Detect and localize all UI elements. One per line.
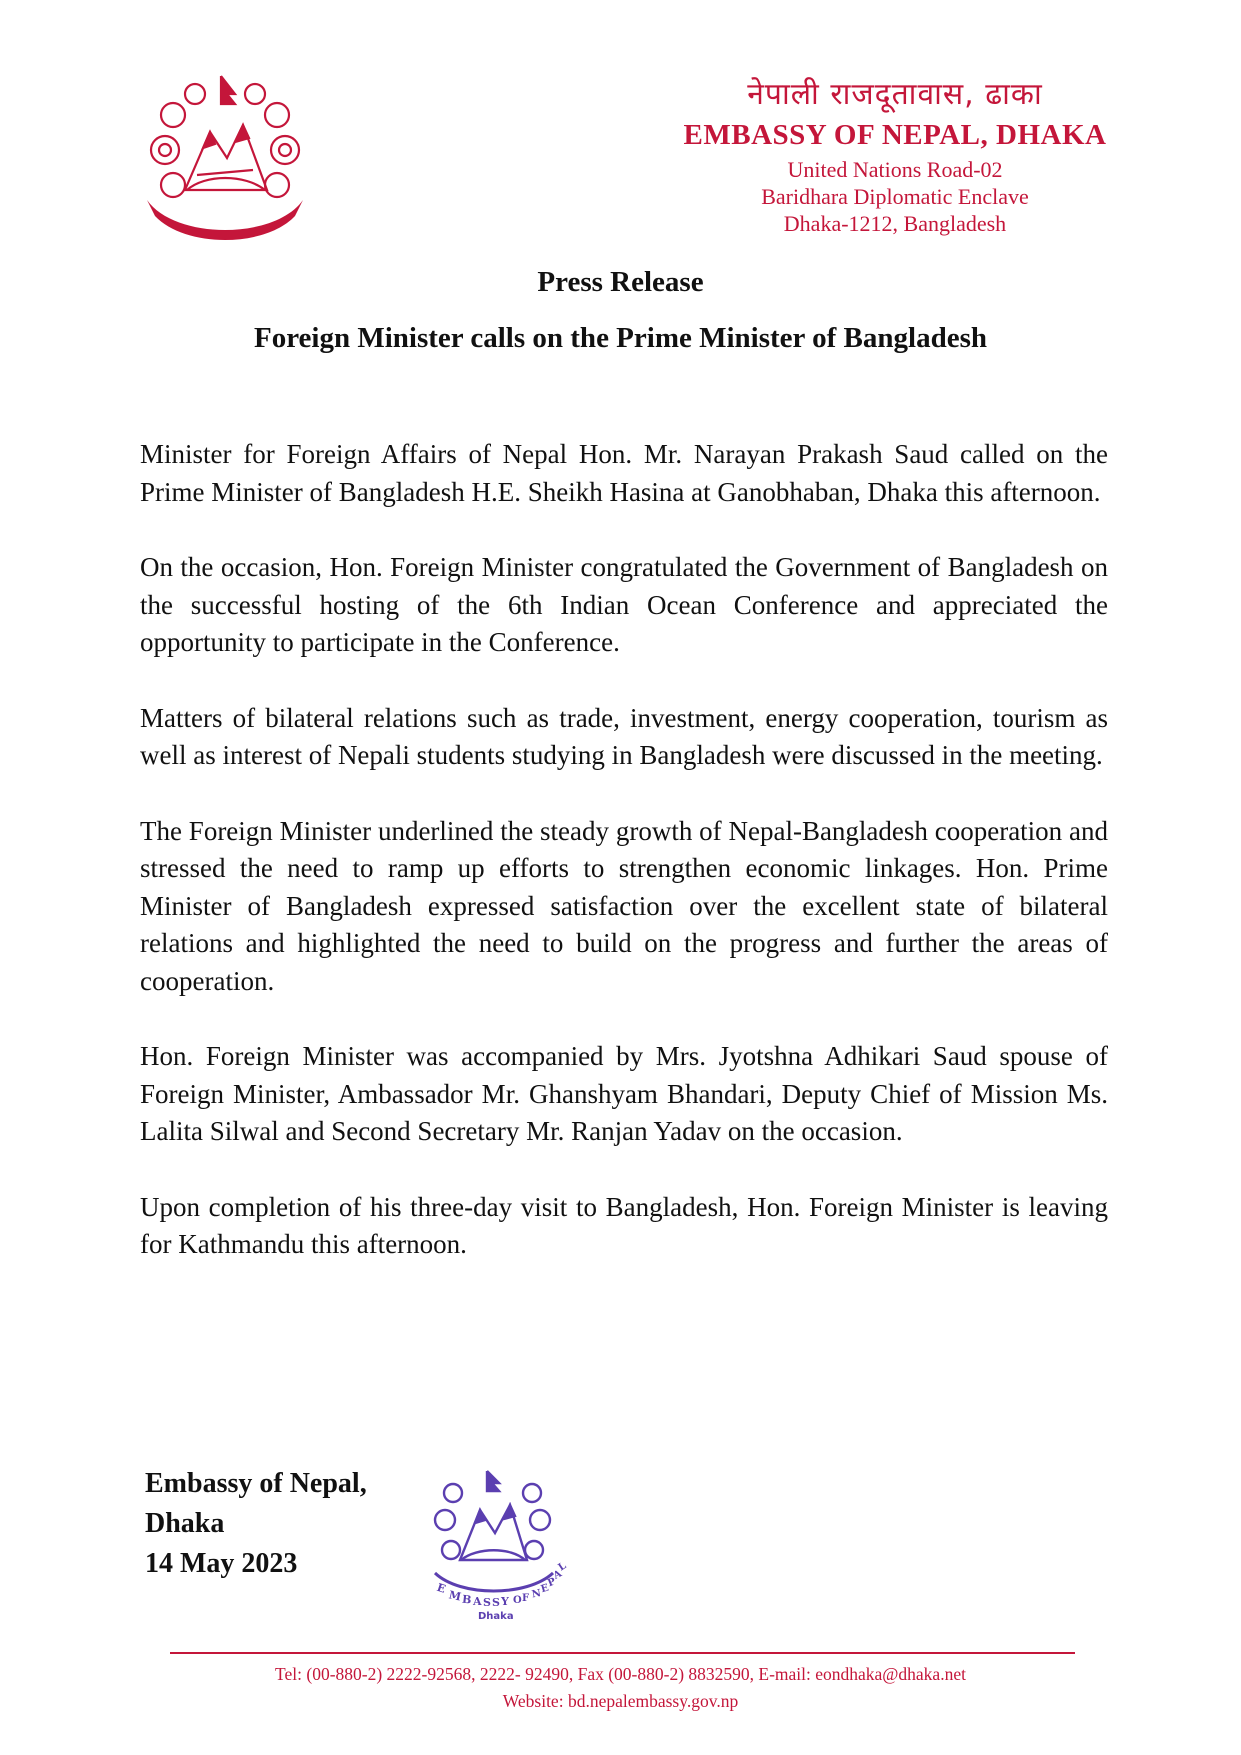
svg-text:S: S xyxy=(483,1596,491,1609)
body-paragraph: Upon completion of his three-day visit to Bangladesh, Hon. Foreign Minister is leaving for Kathmandu this afternoon. xyxy=(140,1191,1108,1259)
document-headline: Foreign Minister calls on the Prime Minister of Bangladesh xyxy=(253,322,987,354)
document-title: Press Release xyxy=(537,266,704,298)
letterhead-address-line-3: Dhaka-1212, Bangladesh xyxy=(783,211,1007,236)
svg-text:O: O xyxy=(513,1595,522,1606)
body-paragraph: Hon. Foreign Minister was accompanied by Mrs. Jyotshna Adhikari Saud spouse of Foreign Minister, Ambassador Mr. Ghanshyam Bhandari, Deputy Chief of Mission Ms. Lalita Silwal and Second Secretary Mr. Ranjan Yadav on the occasion. xyxy=(140,1041,1108,1146)
svg-text:Y: Y xyxy=(501,1595,509,1608)
body-paragraph: On the occasion, Hon. Foreign Minister congratulated the Government of Bangladesh on the successful hosting of the 6th Indian Ocean Conference and appreciated the opportunity to participate in the Conference. xyxy=(140,552,1108,657)
svg-text:M: M xyxy=(447,1588,463,1604)
svg-text:A: A xyxy=(551,1568,564,1582)
document-body xyxy=(140,436,1108,1302)
svg-text:L: L xyxy=(556,1560,569,1574)
footer-divider xyxy=(170,1652,1075,1654)
signature-block xyxy=(145,1464,367,1584)
letterhead-address-line-2: Baridhara Diplomatic Enclave xyxy=(761,184,1029,209)
body-paragraph: Minister for Foreign Affairs of Nepal Hon. Mr. Narayan Prakash Saud called on the Prime Minister of Bangladesh H.E. Sheikh Hasina at Ganobhaban, Dhaka this afternoon. xyxy=(140,439,1108,507)
svg-text:E: E xyxy=(539,1582,551,1596)
svg-text:· · · · · · · ·: · · · · · · · · xyxy=(197,223,240,233)
embassy-seal-stamp-icon xyxy=(415,1465,570,1625)
letterhead-name-english: EMBASSY OF NEPAL, DHAKA xyxy=(683,119,1107,151)
svg-text:S: S xyxy=(492,1596,500,1609)
letterhead-address-line-1: United Nations Road-02 xyxy=(787,157,1003,182)
svg-text:B: B xyxy=(461,1592,473,1607)
signature-line-2: Dhaka xyxy=(145,1508,225,1539)
footer-contact-line: Tel: (00-880-2) 2222-92568, 2222- 92490, Fax (00-880-2) 8832590, E-mail: eondhaka@dhaka.net xyxy=(275,1664,966,1684)
nepal-coat-of-arms-icon xyxy=(135,70,315,240)
svg-text:Dhaka: Dhaka xyxy=(478,1611,514,1622)
body-paragraph: The Foreign Minister underlined the steady growth of Nepal-Bangladesh cooperation and stressed the need to ramp up efforts to strengthen economic linkages. Hon. Prime Minister of Bangladesh expressed satisfaction over the excellent state of bilateral relations and highlighted the need to build on the progress and further the areas of cooperation. xyxy=(140,815,1108,996)
body-paragraph: Matters of bilateral relations such as trade, investment, energy cooperation, tourism as well as interest of Nepali students studying in Bangladesh were discussed in the meeting. xyxy=(140,702,1108,770)
signature-line-1: Embassy of Nepal, xyxy=(145,1468,367,1499)
svg-text:N: N xyxy=(531,1588,542,1601)
letterhead-name-nepali: नेपाली राजदूतावास, ढाका xyxy=(747,77,1043,112)
svg-text:P: P xyxy=(546,1576,558,1590)
signature-date: 14 May 2023 xyxy=(145,1548,298,1579)
footer-website: Website: bd.nepalembassy.gov.np xyxy=(502,1691,739,1711)
svg-text:A: A xyxy=(473,1595,482,1608)
svg-text:F: F xyxy=(522,1593,530,1604)
svg-text:E: E xyxy=(435,1580,448,1596)
letterhead xyxy=(660,72,1130,237)
